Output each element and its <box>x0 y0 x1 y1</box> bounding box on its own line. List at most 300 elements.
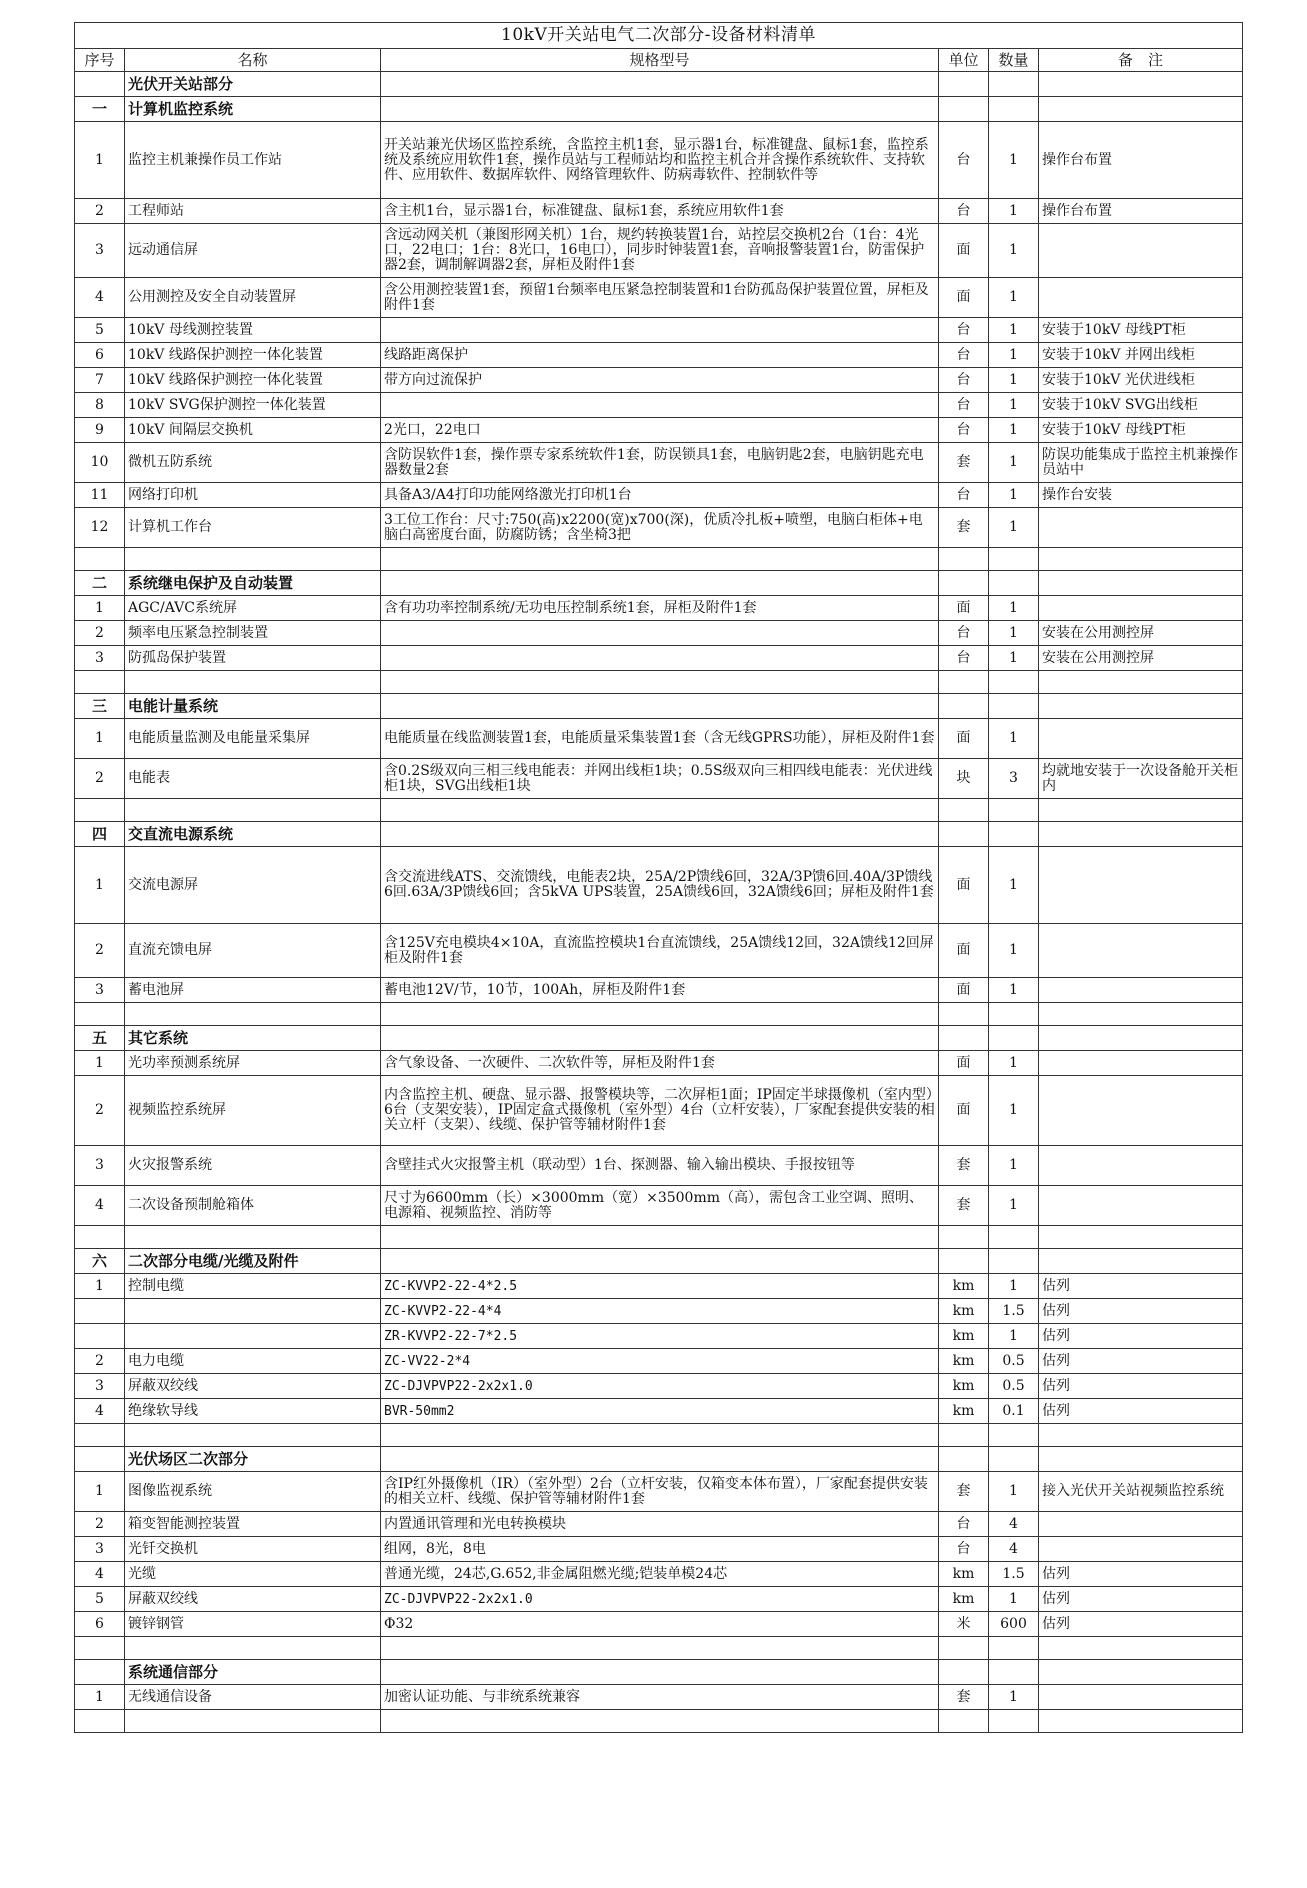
section-title: 交直流电源系统 <box>125 822 381 847</box>
section-title: 系统继电保护及自动装置 <box>125 571 381 596</box>
blank-cell <box>939 1026 989 1051</box>
section-number <box>75 72 125 97</box>
row-name: 10kV 母线测控装置 <box>125 318 381 343</box>
row-note: 估列 <box>1039 1587 1243 1612</box>
blank-cell <box>381 1447 939 1472</box>
row-unit: km <box>939 1562 989 1587</box>
blank-row <box>75 548 1243 571</box>
blank-row <box>75 671 1243 694</box>
row-qty: 1 <box>989 343 1039 368</box>
row-name: 二次设备预制舱箱体 <box>125 1186 381 1226</box>
row-qty: 1 <box>989 1324 1039 1349</box>
blank-cell <box>381 799 939 822</box>
row-note: 估列 <box>1039 1374 1243 1399</box>
section-title: 光伏场区二次部分 <box>125 1447 381 1472</box>
row-qty: 1 <box>989 418 1039 443</box>
row-unit: km <box>939 1587 989 1612</box>
row-name: 监控主机兼操作员工作站 <box>125 122 381 199</box>
row-name: 10kV 线路保护测控一体化装置 <box>125 368 381 393</box>
blank-cell <box>1039 1226 1243 1249</box>
row-qty: 1 <box>989 368 1039 393</box>
row-seq: 3 <box>75 1146 125 1186</box>
table-row <box>75 1587 1243 1612</box>
blank-cell <box>125 1226 381 1249</box>
row-seq: 11 <box>75 483 125 508</box>
row-qty: 1 <box>989 596 1039 621</box>
row-qty: 1 <box>989 199 1039 224</box>
blank-row <box>75 1424 1243 1447</box>
row-qty: 600 <box>989 1612 1039 1637</box>
section-row <box>75 97 1243 122</box>
row-name: 10kV 线路保护测控一体化装置 <box>125 343 381 368</box>
row-name: 交流电源屏 <box>125 847 381 924</box>
row-seq: 4 <box>75 1186 125 1226</box>
row-qty: 1 <box>989 924 1039 978</box>
blank-cell <box>381 671 939 694</box>
row-name: 频率电压紧急控制装置 <box>125 621 381 646</box>
row-spec: 含0.2S级双向三相三线电能表：并网出线柜1块；0.5S级双向三相四线电能表：光伏进线柜1块，SVG出线柜1块 <box>381 759 939 799</box>
row-note <box>1039 1146 1243 1186</box>
table-row <box>75 224 1243 278</box>
table-row <box>75 1146 1243 1186</box>
blank-cell <box>939 1710 989 1733</box>
blank-cell <box>1039 1660 1243 1685</box>
row-name: 视频监控系统屏 <box>125 1076 381 1146</box>
row-note: 防误功能集成于监控主机兼操作员站中 <box>1039 443 1243 483</box>
table-row <box>75 318 1243 343</box>
row-spec: 组网，8光，8电 <box>381 1537 939 1562</box>
blank-cell <box>989 1637 1039 1660</box>
table-row <box>75 759 1243 799</box>
row-qty: 1 <box>989 1186 1039 1226</box>
blank-cell <box>125 1637 381 1660</box>
row-seq: 3 <box>75 224 125 278</box>
row-unit: 台 <box>939 646 989 671</box>
row-seq: 3 <box>75 646 125 671</box>
row-seq: 1 <box>75 1274 125 1299</box>
row-spec: ZC-KVVP2-22-4*4 <box>381 1299 939 1324</box>
blank-cell <box>939 671 989 694</box>
row-name: 电能表 <box>125 759 381 799</box>
row-qty: 1 <box>989 393 1039 418</box>
blank-row <box>75 1637 1243 1660</box>
row-seq: 4 <box>75 1399 125 1424</box>
table-row <box>75 646 1243 671</box>
row-seq: 2 <box>75 1076 125 1146</box>
blank-cell <box>381 548 939 571</box>
equipment-table <box>74 22 1243 1733</box>
row-note: 安装于10kV SVG出线柜 <box>1039 393 1243 418</box>
row-spec: 内置通讯管理和光电转换模块 <box>381 1512 939 1537</box>
blank-cell <box>1039 694 1243 719</box>
row-spec: 含公用测控装置1套，预留1台频率电压紧急控制装置和1台防孤岛保护装置位置，屏柜及附件1套 <box>381 278 939 318</box>
row-name: 屏蔽双绞线 <box>125 1587 381 1612</box>
row-seq: 3 <box>75 978 125 1003</box>
table-row <box>75 719 1243 759</box>
row-seq: 5 <box>75 1587 125 1612</box>
table-row <box>75 621 1243 646</box>
blank-cell <box>939 571 989 596</box>
table-row <box>75 1562 1243 1587</box>
header-qty: 数量 <box>989 49 1039 72</box>
blank-row <box>75 1710 1243 1733</box>
row-unit: 台 <box>939 122 989 199</box>
row-unit: km <box>939 1299 989 1324</box>
table-row <box>75 1076 1243 1146</box>
blank-cell <box>989 1026 1039 1051</box>
row-unit: km <box>939 1374 989 1399</box>
row-name: 屏蔽双绞线 <box>125 1374 381 1399</box>
row-qty: 1 <box>989 1146 1039 1186</box>
table-row <box>75 1612 1243 1637</box>
row-qty: 1 <box>989 1472 1039 1512</box>
row-spec: 3工位工作台：尺寸:750(高)x2200(宽)x700(深)，优质冷扎板+喷塑，电脑白柜体+电脑白高密度台面，防腐防锈；含坐椅3把 <box>381 508 939 548</box>
row-seq: 1 <box>75 1685 125 1710</box>
blank-cell <box>75 1424 125 1447</box>
row-unit: 面 <box>939 978 989 1003</box>
row-name: 蓄电池屏 <box>125 978 381 1003</box>
blank-row <box>75 1003 1243 1026</box>
row-seq: 2 <box>75 621 125 646</box>
blank-cell <box>75 1710 125 1733</box>
blank-row <box>75 1226 1243 1249</box>
section-title: 电能计量系统 <box>125 694 381 719</box>
blank-cell <box>75 671 125 694</box>
section-title: 其它系统 <box>125 1026 381 1051</box>
row-unit: 面 <box>939 596 989 621</box>
row-seq: 3 <box>75 1374 125 1399</box>
row-seq: 6 <box>75 1612 125 1637</box>
row-note: 安装于10kV 光伏进线柜 <box>1039 368 1243 393</box>
row-seq: 12 <box>75 508 125 548</box>
blank-cell <box>1039 97 1243 122</box>
row-spec: 含壁挂式火灾报警主机（联动型）1台、探测器、输入输出模块、手报按钮等 <box>381 1146 939 1186</box>
sheet-title: 10kV开关站电气二次部分-设备材料清单 <box>75 23 1243 49</box>
blank-cell <box>989 72 1039 97</box>
row-unit: 套 <box>939 508 989 548</box>
blank-cell <box>989 548 1039 571</box>
section-row <box>75 72 1243 97</box>
row-name: 计算机工作台 <box>125 508 381 548</box>
blank-cell <box>939 1637 989 1660</box>
table-row <box>75 418 1243 443</box>
row-name: 控制电缆 <box>125 1274 381 1299</box>
table-row <box>75 1537 1243 1562</box>
blank-cell <box>75 1003 125 1026</box>
row-unit: 面 <box>939 278 989 318</box>
row-unit: km <box>939 1274 989 1299</box>
table-row <box>75 1472 1243 1512</box>
section-row <box>75 1447 1243 1472</box>
row-seq: 7 <box>75 368 125 393</box>
section-number: 六 <box>75 1249 125 1274</box>
blank-cell <box>989 671 1039 694</box>
row-note: 安装于10kV 母线PT柜 <box>1039 418 1243 443</box>
blank-cell <box>75 548 125 571</box>
row-spec: 含有功功率控制系统/无功电压控制系统1套，屏柜及附件1套 <box>381 596 939 621</box>
blank-cell <box>381 1424 939 1447</box>
table-row <box>75 199 1243 224</box>
row-qty: 1 <box>989 1051 1039 1076</box>
row-qty: 1.5 <box>989 1299 1039 1324</box>
section-number: 四 <box>75 822 125 847</box>
row-spec: 含主机1台，显示器1台，标准键盘、鼠标1套，系统应用软件1套 <box>381 199 939 224</box>
row-qty: 1 <box>989 719 1039 759</box>
row-name: 光功率预测系统屏 <box>125 1051 381 1076</box>
row-note <box>1039 719 1243 759</box>
row-note: 估列 <box>1039 1324 1243 1349</box>
blank-cell <box>1039 1637 1243 1660</box>
blank-cell <box>939 1003 989 1026</box>
row-spec: 蓄电池12V/节，10节，100Ah，屏柜及附件1套 <box>381 978 939 1003</box>
section-row <box>75 822 1243 847</box>
row-qty: 1 <box>989 1274 1039 1299</box>
blank-cell <box>125 1710 381 1733</box>
section-row <box>75 571 1243 596</box>
table-row <box>75 122 1243 199</box>
row-seq: 2 <box>75 199 125 224</box>
blank-cell <box>1039 1003 1243 1026</box>
row-note <box>1039 1051 1243 1076</box>
header-spec: 规格型号 <box>381 49 939 72</box>
row-note <box>1039 847 1243 924</box>
row-seq: 1 <box>75 1472 125 1512</box>
blank-cell <box>75 1637 125 1660</box>
row-unit: 面 <box>939 1051 989 1076</box>
blank-cell <box>989 1710 1039 1733</box>
row-seq: 8 <box>75 393 125 418</box>
row-spec: 含IP红外摄像机（IR）（室外型）2台（立杆安装，仅箱变本体布置），厂家配套提供安装的相关立杆、线缆、保护管等辅材附件1套 <box>381 1472 939 1512</box>
row-seq: 2 <box>75 924 125 978</box>
row-seq: 10 <box>75 443 125 483</box>
section-title: 计算机监控系统 <box>125 97 381 122</box>
blank-cell <box>381 1660 939 1685</box>
row-note <box>1039 224 1243 278</box>
row-unit: 面 <box>939 924 989 978</box>
row-spec: BVR-50mm2 <box>381 1399 939 1424</box>
section-row <box>75 694 1243 719</box>
row-spec: 内含监控主机、硬盘、显示器、报警模块等，二次屏柜1面；IP固定半球摄像机（室内型）6台（支架安装），IP固定盒式摄像机（室外型）4台（立杆安装），厂家配套提供安装的相关立杆（支架）、线缆、保护管等辅材附件1套 <box>381 1076 939 1146</box>
row-note: 操作台布置 <box>1039 199 1243 224</box>
blank-cell <box>381 694 939 719</box>
row-qty: 3 <box>989 759 1039 799</box>
row-spec: 普通光缆，24芯,G.652,非金属阻燃光缆;铠装单模24芯 <box>381 1562 939 1587</box>
row-unit: km <box>939 1399 989 1424</box>
row-qty: 1 <box>989 224 1039 278</box>
blank-row <box>75 799 1243 822</box>
section-row <box>75 1660 1243 1685</box>
blank-cell <box>381 1249 939 1274</box>
table-row <box>75 393 1243 418</box>
blank-cell <box>125 671 381 694</box>
row-unit: 套 <box>939 1146 989 1186</box>
row-spec: ZC-DJVPVP22-2x2x1.0 <box>381 1374 939 1399</box>
row-seq: 3 <box>75 1537 125 1562</box>
row-name: 光钎交换机 <box>125 1537 381 1562</box>
table-row <box>75 368 1243 393</box>
row-spec <box>381 646 939 671</box>
row-qty: 0.5 <box>989 1374 1039 1399</box>
row-note <box>1039 1537 1243 1562</box>
header-unit: 单位 <box>939 49 989 72</box>
section-title: 系统通信部分 <box>125 1660 381 1685</box>
row-spec <box>381 393 939 418</box>
row-seq: 5 <box>75 318 125 343</box>
row-note <box>1039 1685 1243 1710</box>
table-row <box>75 1324 1243 1349</box>
row-note: 安装在公用测控屏 <box>1039 621 1243 646</box>
blank-cell <box>989 571 1039 596</box>
row-unit: 台 <box>939 1537 989 1562</box>
row-note: 操作台安装 <box>1039 483 1243 508</box>
table-row <box>75 343 1243 368</box>
row-seq: 2 <box>75 1512 125 1537</box>
row-qty: 0.1 <box>989 1399 1039 1424</box>
row-seq <box>75 1299 125 1324</box>
row-seq <box>75 1324 125 1349</box>
blank-cell <box>381 571 939 596</box>
row-qty: 0.5 <box>989 1349 1039 1374</box>
blank-cell <box>125 548 381 571</box>
row-name: 公用测控及安全自动装置屏 <box>125 278 381 318</box>
blank-cell <box>989 1424 1039 1447</box>
row-seq: 9 <box>75 418 125 443</box>
section-title: 二次部分电缆/光缆及附件 <box>125 1249 381 1274</box>
row-name: 工程师站 <box>125 199 381 224</box>
row-unit: 台 <box>939 1512 989 1537</box>
row-unit: 米 <box>939 1612 989 1637</box>
row-name: AGC/AVC系统屏 <box>125 596 381 621</box>
row-name: 电力电缆 <box>125 1349 381 1374</box>
blank-cell <box>381 72 939 97</box>
row-note: 操作台布置 <box>1039 122 1243 199</box>
table-row <box>75 1374 1243 1399</box>
row-spec: ZC-DJVPVP22-2x2x1.0 <box>381 1587 939 1612</box>
row-qty: 1 <box>989 278 1039 318</box>
row-name <box>125 1299 381 1324</box>
row-spec <box>381 318 939 343</box>
table-row <box>75 1399 1243 1424</box>
row-spec: 含防误软件1套，操作票专家系统软件1套，防误锁具1套，电脑钥匙2套，电脑钥匙充电器数量2套 <box>381 443 939 483</box>
section-number <box>75 1447 125 1472</box>
row-note <box>1039 278 1243 318</box>
row-qty: 4 <box>989 1537 1039 1562</box>
row-unit: 面 <box>939 1076 989 1146</box>
row-qty: 1 <box>989 847 1039 924</box>
table-row <box>75 1685 1243 1710</box>
row-unit: 台 <box>939 393 989 418</box>
section-number: 五 <box>75 1026 125 1051</box>
row-note: 安装于10kV 母线PT柜 <box>1039 318 1243 343</box>
row-qty: 1 <box>989 1685 1039 1710</box>
row-spec: ZC-VV22-2*4 <box>381 1349 939 1374</box>
blank-cell <box>989 1447 1039 1472</box>
header-name: 名称 <box>125 49 381 72</box>
row-note: 安装于10kV 并网出线柜 <box>1039 343 1243 368</box>
blank-cell <box>1039 72 1243 97</box>
blank-cell <box>75 1226 125 1249</box>
row-qty: 1.5 <box>989 1562 1039 1587</box>
blank-cell <box>939 799 989 822</box>
row-seq: 4 <box>75 278 125 318</box>
equipment-list-sheet <box>74 22 1243 1733</box>
section-number: 一 <box>75 97 125 122</box>
blank-cell <box>1039 1249 1243 1274</box>
row-name: 远动通信屏 <box>125 224 381 278</box>
row-spec: 含125V充电模块4×10A，直流监控模块1台直流馈线，25A馈线12回，32A馈线12回屏柜及附件1套 <box>381 924 939 978</box>
row-spec <box>381 621 939 646</box>
blank-cell <box>989 1226 1039 1249</box>
blank-cell <box>989 1249 1039 1274</box>
blank-cell <box>939 1424 989 1447</box>
row-spec: 开关站兼光伏场区监控系统，含监控主机1套，显示器1台，标准键盘、鼠标1套，监控系统及系统应用软件1套，操作员站与工程师站均和监控主机合并含操作系统软件、支持软件、应用软件、数据库软件、网络管理软件、防病毒软件、控制软件等 <box>381 122 939 199</box>
table-row <box>75 1051 1243 1076</box>
row-note: 估列 <box>1039 1349 1243 1374</box>
row-seq: 1 <box>75 719 125 759</box>
row-name: 防孤岛保护装置 <box>125 646 381 671</box>
row-qty: 1 <box>989 1587 1039 1612</box>
blank-cell <box>1039 822 1243 847</box>
row-name: 电能质量监测及电能量采集屏 <box>125 719 381 759</box>
row-qty: 1 <box>989 621 1039 646</box>
row-qty: 1 <box>989 443 1039 483</box>
blank-cell <box>939 97 989 122</box>
table-row <box>75 924 1243 978</box>
row-qty: 1 <box>989 483 1039 508</box>
blank-cell <box>381 1226 939 1249</box>
blank-cell <box>939 72 989 97</box>
row-name: 光缆 <box>125 1562 381 1587</box>
row-note: 安装在公用测控屏 <box>1039 646 1243 671</box>
row-unit: 台 <box>939 199 989 224</box>
blank-cell <box>939 822 989 847</box>
row-unit: 台 <box>939 368 989 393</box>
row-note <box>1039 1512 1243 1537</box>
row-seq: 2 <box>75 1349 125 1374</box>
row-note <box>1039 924 1243 978</box>
blank-cell <box>1039 799 1243 822</box>
row-spec: 含远动网关机（兼图形网关机）1台，规约转换装置1台，站控层交换机2台（1台：4光口，22电口；1台：8光口，16电口），同步时钟装置1套，音响报警装置1台，防雷保护器2套，调制解调器2套，屏柜及附件1套 <box>381 224 939 278</box>
table-row <box>75 1512 1243 1537</box>
blank-cell <box>989 1660 1039 1685</box>
row-qty: 1 <box>989 122 1039 199</box>
blank-cell <box>381 1026 939 1051</box>
row-seq: 4 <box>75 1562 125 1587</box>
blank-cell <box>989 694 1039 719</box>
table-row <box>75 508 1243 548</box>
row-unit: km <box>939 1349 989 1374</box>
blank-cell <box>381 822 939 847</box>
row-note: 估列 <box>1039 1274 1243 1299</box>
row-name: 箱变智能测控装置 <box>125 1512 381 1537</box>
row-note <box>1039 508 1243 548</box>
row-spec: 2光口，22电口 <box>381 418 939 443</box>
row-name <box>125 1324 381 1349</box>
row-unit: 台 <box>939 318 989 343</box>
header-seq: 序号 <box>75 49 125 72</box>
blank-cell <box>989 822 1039 847</box>
row-note: 接入光伏开关站视频监控系统 <box>1039 1472 1243 1512</box>
blank-cell <box>989 97 1039 122</box>
row-note: 估列 <box>1039 1562 1243 1587</box>
blank-cell <box>939 548 989 571</box>
blank-cell <box>989 799 1039 822</box>
blank-cell <box>381 1637 939 1660</box>
title-row <box>75 23 1243 49</box>
blank-cell <box>1039 571 1243 596</box>
row-note <box>1039 978 1243 1003</box>
row-spec: 电能质量在线监测装置1套，电能质量采集装置1套（含无线GPRS功能），屏柜及附件1套 <box>381 719 939 759</box>
